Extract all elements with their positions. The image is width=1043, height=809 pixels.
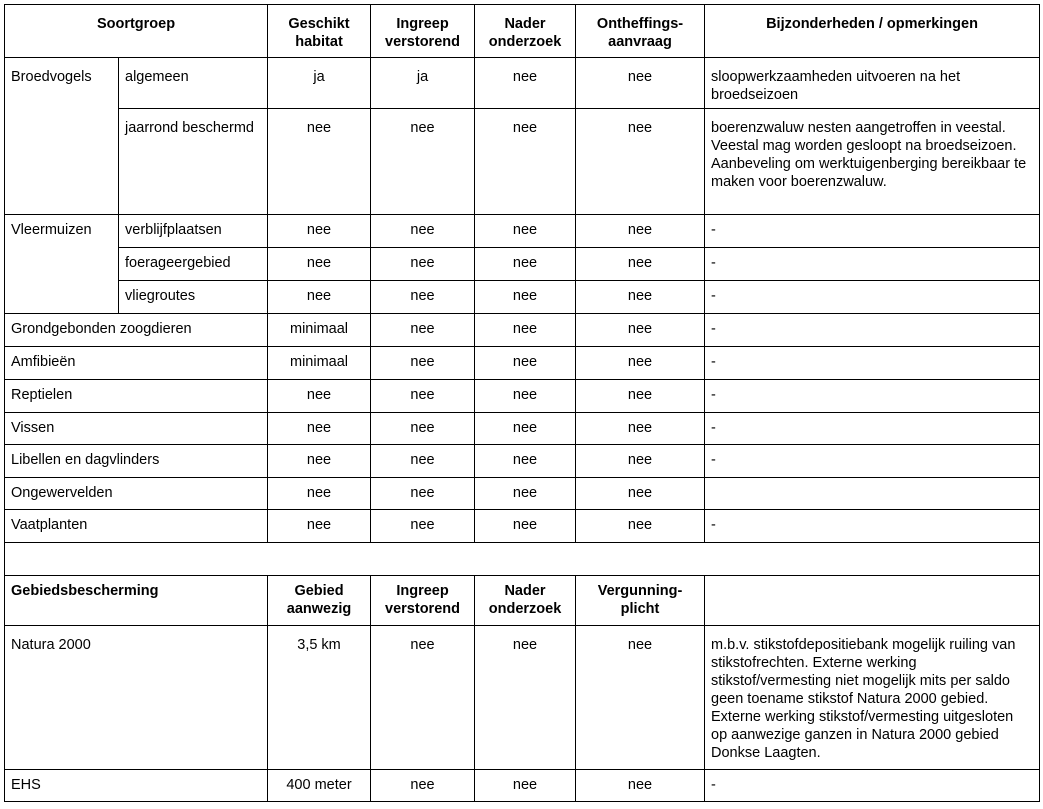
- cell-ingreep: nee: [371, 281, 475, 314]
- cell-opmerking: -: [705, 215, 1040, 248]
- cell-nader: nee: [475, 510, 576, 543]
- cell-ingreep: nee: [371, 478, 475, 510]
- gebied-natura-2000: Natura 2000: [5, 626, 268, 770]
- cell-ontheffing: nee: [576, 445, 705, 478]
- cell-nader: nee: [475, 58, 576, 109]
- cell-geschikt: nee: [268, 413, 371, 445]
- table-row: [5, 770, 1040, 802]
- gebied-header-row: [5, 576, 1040, 626]
- table-row: [5, 281, 1040, 314]
- cell-ontheffing: nee: [576, 478, 705, 510]
- header-nader-onderzoek: Nader onderzoek: [475, 5, 576, 58]
- cell-geschikt: minimaal: [268, 347, 371, 380]
- cell-geschikt: nee: [268, 380, 371, 413]
- cell-ingreep: nee: [371, 510, 475, 543]
- gebied-ehs: EHS: [5, 770, 268, 802]
- cell-nader: nee: [475, 281, 576, 314]
- cell-geschikt: nee: [268, 215, 371, 248]
- group-ongewervelden: Ongewervelden: [5, 478, 268, 510]
- cell-geschikt: nee: [268, 109, 371, 215]
- cell-opmerking: -: [705, 248, 1040, 281]
- cell-ontheffing: nee: [576, 314, 705, 347]
- table-row: [5, 248, 1040, 281]
- table-row: [5, 445, 1040, 478]
- cell-nader: nee: [475, 109, 576, 215]
- table-row: [5, 58, 1040, 109]
- cell-ingreep: nee: [371, 413, 475, 445]
- cell-geschikt: nee: [268, 281, 371, 314]
- header-gebiedsbescherming: Gebiedsbescherming: [5, 576, 268, 626]
- cell-ingreep: nee: [371, 380, 475, 413]
- cell-ontheffing: nee: [576, 58, 705, 109]
- header-bijzonderheden: Bijzonderheden / opmerkingen: [705, 5, 1040, 58]
- cell-afstand: 3,5 km: [268, 626, 371, 770]
- cell-nader: nee: [475, 215, 576, 248]
- soort-header-row: [5, 5, 1040, 58]
- table-row: [5, 478, 1040, 510]
- cell-nader: nee: [475, 445, 576, 478]
- cell-opmerking: m.b.v. stikstofdepositiebank mogelijk ruiling van stikstofrechten. Externe werking stikstof/vermesting niet mogelijk mits per saldo geen toename stikstof Natura 2000 gebied. Externe werking stikstof/vermesting uitgesloten op aanwezige ganzen in Natura 2000 gebied Donkse Laagten.: [705, 626, 1040, 770]
- sub-vliegroutes: vliegroutes: [119, 281, 268, 314]
- header-gebied-aanwezig: Gebied aanwezig: [268, 576, 371, 626]
- header-ingreep-verstorend: Ingreep verstorend: [371, 5, 475, 58]
- cell-opmerking: boerenzwaluw nesten aangetroffen in veestal. Veestal mag worden gesloopt na broedseizoen. Aanbeveling om werktuigenberging bereikbaar te maken voor boerenzwaluw.: [705, 109, 1040, 215]
- cell-ontheffing: nee: [576, 215, 705, 248]
- cell-nader: nee: [475, 248, 576, 281]
- group-vleermuizen: Vleermuizen: [5, 215, 119, 314]
- table-row: [5, 347, 1040, 380]
- table-row: [5, 626, 1040, 770]
- table-row: [5, 215, 1040, 248]
- header-ingreep-verstorend: Ingreep verstorend: [371, 576, 475, 626]
- cell-geschikt: nee: [268, 478, 371, 510]
- cell-vergunning: nee: [576, 626, 705, 770]
- spacer-row: [5, 543, 1040, 576]
- cell-ingreep: nee: [371, 770, 475, 802]
- cell-nader: nee: [475, 626, 576, 770]
- soorten-tabel: [4, 4, 1040, 802]
- group-libellen-dagvlinders: Libellen en dagvlinders: [5, 445, 268, 478]
- cell-opmerking: -: [705, 347, 1040, 380]
- cell-opmerking: -: [705, 281, 1040, 314]
- cell-opmerking: sloopwerkzaamheden uitvoeren na het broedseizoen: [705, 58, 1040, 109]
- cell-opmerking: [705, 478, 1040, 510]
- cell-ingreep: ja: [371, 58, 475, 109]
- cell-ingreep: nee: [371, 314, 475, 347]
- header-ontheffingsaanvraag: Ontheffings-aanvraag: [576, 5, 705, 58]
- header-vergunningplicht: Vergunning-plicht: [576, 576, 705, 626]
- cell-opmerking: -: [705, 445, 1040, 478]
- cell-ontheffing: nee: [576, 510, 705, 543]
- cell-ingreep: nee: [371, 347, 475, 380]
- group-vaatplanten: Vaatplanten: [5, 510, 268, 543]
- cell-ontheffing: nee: [576, 281, 705, 314]
- cell-nader: nee: [475, 413, 576, 445]
- cell-ontheffing: nee: [576, 248, 705, 281]
- cell-ontheffing: nee: [576, 413, 705, 445]
- cell-opmerking: -: [705, 314, 1040, 347]
- cell-opmerking: -: [705, 770, 1040, 802]
- table-row: [5, 413, 1040, 445]
- cell-ingreep: nee: [371, 626, 475, 770]
- cell-ontheffing: nee: [576, 347, 705, 380]
- cell-opmerking: -: [705, 510, 1040, 543]
- cell-geschikt: ja: [268, 58, 371, 109]
- group-vissen: Vissen: [5, 413, 268, 445]
- cell-geschikt: nee: [268, 445, 371, 478]
- cell-ontheffing: nee: [576, 380, 705, 413]
- table-row: [5, 510, 1040, 543]
- header-nader-onderzoek: Nader onderzoek: [475, 576, 576, 626]
- header-soortgroep: Soortgroep: [5, 5, 268, 58]
- spacer-cell: [5, 543, 1040, 576]
- group-amfibieen: Amfibieën: [5, 347, 268, 380]
- cell-ingreep: nee: [371, 215, 475, 248]
- cell-nader: nee: [475, 478, 576, 510]
- cell-nader: nee: [475, 380, 576, 413]
- cell-opmerking: -: [705, 380, 1040, 413]
- cell-geschikt: minimaal: [268, 314, 371, 347]
- table-row: [5, 109, 1040, 215]
- group-broedvogels: Broedvogels: [5, 58, 119, 215]
- cell-nader: nee: [475, 314, 576, 347]
- header-geschikt-habitat: Geschikt habitat: [268, 5, 371, 58]
- cell-opmerking: -: [705, 413, 1040, 445]
- cell-geschikt: nee: [268, 510, 371, 543]
- cell-nader: nee: [475, 347, 576, 380]
- sub-algemeen: algemeen: [119, 58, 268, 109]
- cell-ingreep: nee: [371, 109, 475, 215]
- cell-afstand: 400 meter: [268, 770, 371, 802]
- table-row: [5, 314, 1040, 347]
- sub-foerageergebied: foerageergebied: [119, 248, 268, 281]
- table-row: [5, 380, 1040, 413]
- cell-ingreep: nee: [371, 445, 475, 478]
- cell-geschikt: nee: [268, 248, 371, 281]
- cell-vergunning: nee: [576, 770, 705, 802]
- sub-jaarrond-beschermd: jaarrond beschermd: [119, 109, 268, 215]
- cell-ingreep: nee: [371, 248, 475, 281]
- header-opmerking-empty: [705, 576, 1040, 626]
- cell-ontheffing: nee: [576, 109, 705, 215]
- group-grondgebonden-zoogdieren: Grondgebonden zoogdieren: [5, 314, 268, 347]
- cell-nader: nee: [475, 770, 576, 802]
- group-reptielen: Reptielen: [5, 380, 268, 413]
- sub-verblijfplaatsen: verblijfplaatsen: [119, 215, 268, 248]
